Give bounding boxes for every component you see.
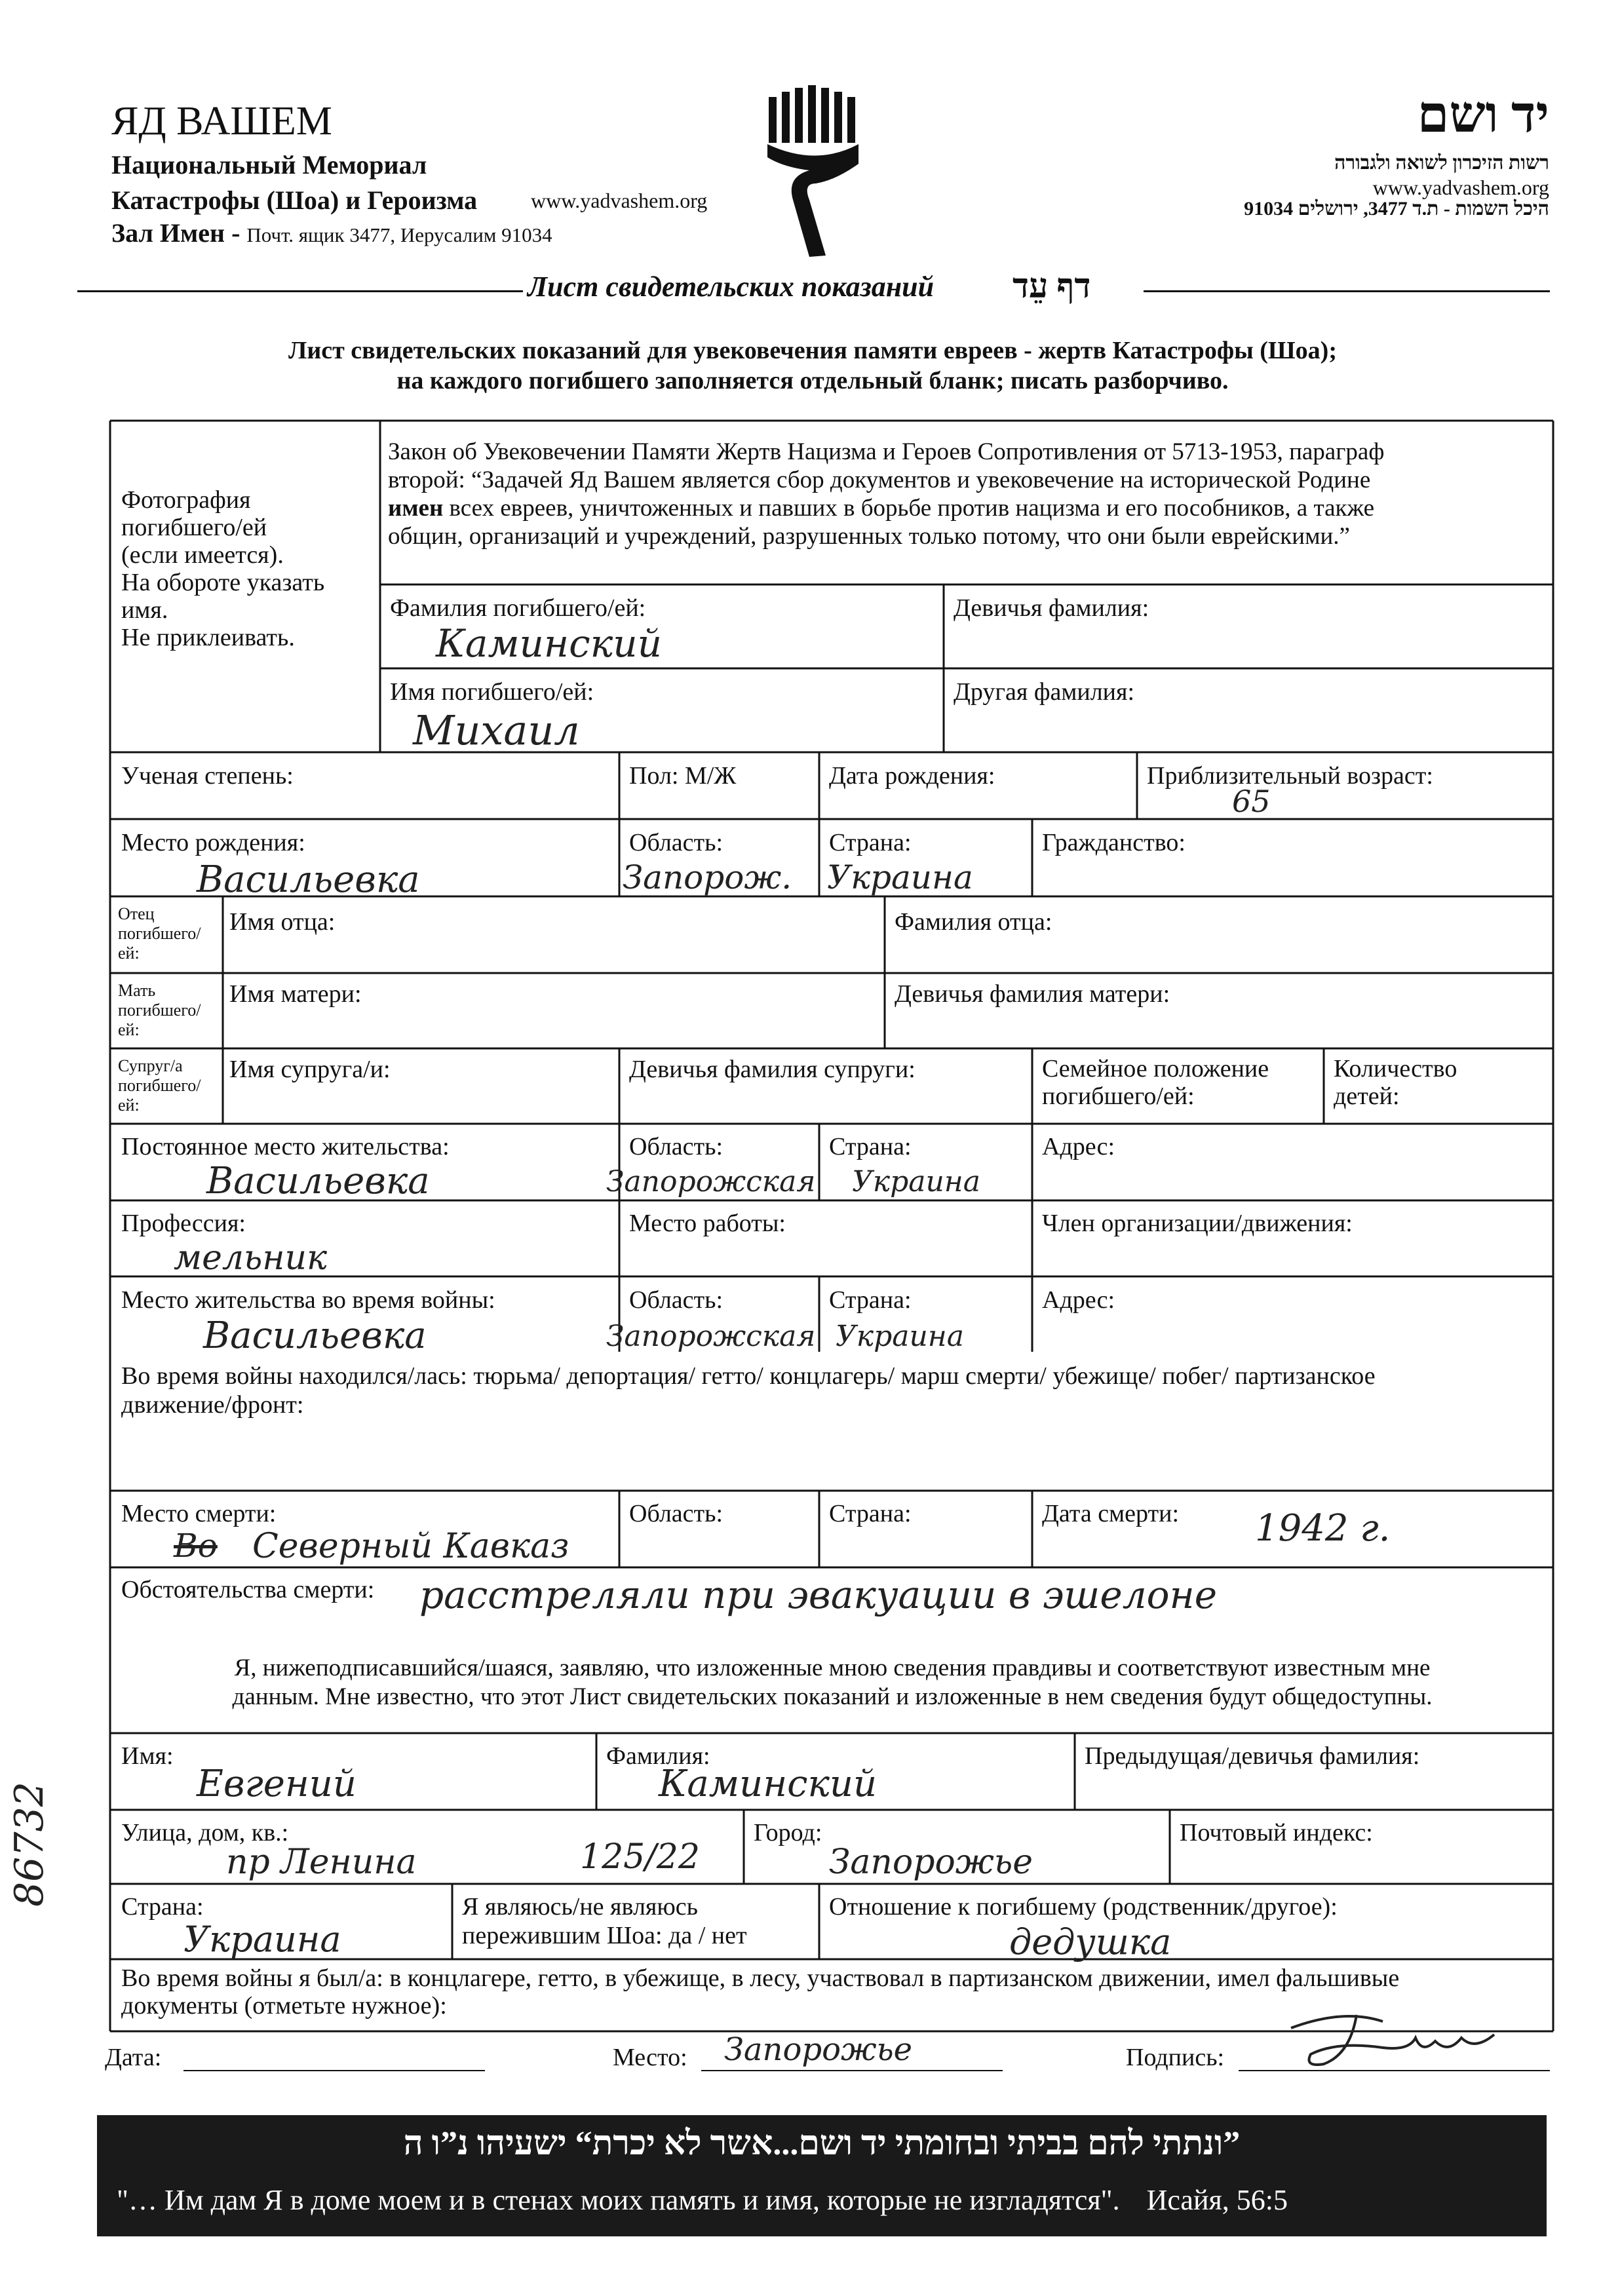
death-country-label: Страна: [829, 1500, 912, 1527]
city-value[interactable]: Запорожье [829, 1843, 1033, 1882]
submitter-surname-label: Фамилия: [606, 1742, 710, 1770]
residence-label: Постоянное место жительства: [121, 1133, 450, 1160]
death-date-value[interactable]: 1942 г. [1255, 1507, 1391, 1550]
profession-label: Профессия: [121, 1210, 246, 1237]
intro-line1: Лист свидетельских показаний для увековечения памяти евреев - жертв Катастрофы (Шоа); [288, 337, 1337, 364]
death-place-struck: Во [174, 1527, 218, 1565]
photo-line2: погибшего/ей [121, 514, 267, 541]
war-residence-value[interactable]: Васильевка [203, 1314, 427, 1357]
birth-country-label: Страна: [829, 829, 912, 856]
birthplace-label: Место рождения: [121, 829, 305, 856]
submitter-country-value[interactable]: Украина [183, 1919, 341, 1960]
victim-other-surname-label: Другая фамилия: [954, 678, 1135, 706]
mother-maiden-label: Девичья фамилия матери: [895, 980, 1170, 1008]
postal-label: Почтовый индекс: [1180, 1819, 1373, 1846]
family-status-line1: Семейное положение [1042, 1055, 1269, 1082]
residence-region-value[interactable]: Запорожская [606, 1165, 816, 1198]
submitter-surname-value[interactable]: Каминский [659, 1763, 878, 1805]
place-label: Место: [613, 2044, 687, 2071]
death-place-value[interactable]: Северный Кавказ [252, 1527, 569, 1566]
banner-russian: "… Им дам Я в доме моем и в стенах моих память и имя, которые не изгладятся". [117, 2184, 1120, 2216]
father-name-label: Имя отца: [229, 908, 336, 936]
birth-country-value[interactable]: Украина [827, 858, 973, 896]
submitter-country-label: Страна: [121, 1893, 204, 1921]
margin-number: 86732 [7, 1782, 52, 1907]
form-title-ru: Лист свидетельских показаний [528, 271, 935, 303]
citizenship-label: Гражданство: [1042, 829, 1186, 856]
death-date-label: Дата смерти: [1042, 1500, 1180, 1527]
form-title-he: דף עֵד [1013, 268, 1091, 305]
photo-line5: имя. [121, 596, 168, 624]
survivor-line1: Я являюсь/не являюсь [462, 1893, 698, 1921]
children-label [1334, 1055, 1457, 1110]
war-region-value[interactable]: Запорожская [606, 1320, 816, 1353]
photo-box [121, 486, 324, 651]
war-country-label: Страна: [829, 1286, 912, 1314]
law-line1: Закон об Увековечении Памяти Жертв Нацизма и Героев Сопротивления от 5713-1953, параграф [388, 438, 1385, 465]
war-residence-label: Место жительства во время войны: [121, 1286, 495, 1314]
street-value[interactable]: пр Ленина [226, 1843, 417, 1882]
children-line2: детей: [1334, 1082, 1400, 1110]
age-label: Приблизительный возраст: [1147, 762, 1433, 790]
org-line1: Национальный Мемориал [111, 150, 427, 180]
mother-name-label: Имя матери: [229, 980, 362, 1008]
victim-surname-value[interactable]: Каминский [436, 621, 662, 666]
residence-country-value[interactable]: Украина [852, 1165, 981, 1198]
spouse-side-label: Супруг/а погибшего/ ей: [118, 1056, 201, 1115]
he-line1: רשות הזיכרון לשואה ולגבורה [1334, 152, 1549, 174]
residence-country-label: Страна: [829, 1133, 912, 1160]
death-region-label: Область: [629, 1500, 723, 1527]
signature-mark-icon [1284, 2002, 1501, 2074]
law-line3: всех евреев, уничтоженных и павших в борьбе против нацизма и его пособников, а также [443, 495, 1374, 522]
birth-region-value[interactable]: Запорож. [623, 858, 792, 896]
degree-label: Ученая степень: [121, 762, 294, 790]
submitter-name-value[interactable]: Евгений [197, 1763, 357, 1805]
victim-maiden-label: Девичья фамилия: [954, 594, 1149, 622]
place-value[interactable]: Запорожье [724, 2031, 913, 2068]
war-region-label: Область: [629, 1286, 723, 1314]
residence-region-label: Область: [629, 1133, 723, 1160]
photo-line6: Не приклеивать. [121, 624, 295, 651]
father-surname-label: Фамилия отца: [895, 908, 1052, 936]
wartime-line1: Во время войны находился/лась: тюрьма/ депортация/ гетто/ концлагерь/ марш смерти/ убежище/ побег/ партизанское [121, 1362, 1376, 1390]
survivor-status[interactable] [462, 1892, 747, 1950]
victim-surname-label: Фамилия погибшего/ей: [390, 594, 646, 622]
residence-address-label: Адрес: [1042, 1133, 1115, 1160]
law-text [388, 438, 1384, 550]
victim-name-value[interactable]: Михаил [413, 706, 580, 754]
hall-label: Зал Имен - [111, 218, 241, 248]
age-value[interactable]: 65 [1232, 784, 1271, 819]
org-line2: Катастрофы (Шоа) и Героизма [111, 185, 478, 215]
children-line1: Количество [1334, 1055, 1457, 1082]
date-label: Дата: [105, 2044, 162, 2071]
banner-reference: Исайя, 56:5 [1146, 2184, 1288, 2216]
profession-value[interactable]: мельник [174, 1238, 328, 1278]
sex-label: Пол: М/Ж [629, 762, 737, 790]
family-status-label [1042, 1055, 1269, 1110]
submitter-name-label: Имя: [121, 1742, 174, 1770]
declaration [111, 1654, 1553, 1712]
law-line3-bold: имен [388, 495, 444, 522]
law-line4: общин, организаций и учреждений, разрушенных только потому, что они были еврейскими.” [388, 523, 1350, 550]
death-circumstances-value[interactable]: расстреляли при эвакуации в эшелоне [419, 1573, 1218, 1617]
banner-hebrew: ”ונתתי להם בביתי ובחומתי יד ושם...אשר לא יכרת“ ישעיהו נ”ו ה [403, 2125, 1241, 2162]
father-side-label: Отец погибшего/ ей: [118, 904, 201, 963]
submitter-wartime-line1: Во время войны я был/а: в концлагере, гетто, в убежище, в лесу, участвовал в партизанском движении, имел фальшивые [121, 1964, 1400, 1992]
website-he: www.yadvashem.org [1372, 176, 1549, 199]
declaration-line1: Я, нижеподписавшийся/шаяся, заявляю, что изложенные мною сведения правдивы и соответствуют известным мне [234, 1655, 1431, 1681]
signature-label: Подпись: [1126, 2044, 1225, 2071]
law-line2: второй: “Задачей Яд Вашем является сбор документов и увековечение на исторической Родине [388, 467, 1371, 493]
website-ru: www.yadvashem.org [531, 189, 708, 212]
victim-name-label: Имя погибшего/ей: [390, 678, 594, 706]
submitter-prev-surname-label: Предыдущая/девичья фамилия: [1085, 1742, 1420, 1770]
death-circumstances-label: Обстоятельства смерти: [121, 1576, 375, 1603]
wartime-line2: движение/фронт: [121, 1391, 304, 1419]
house-value[interactable]: 125/22 [580, 1837, 700, 1877]
war-country-value[interactable]: Украина [836, 1320, 965, 1353]
relation-label: Отношение к погибшему (родственник/другое): [829, 1893, 1338, 1921]
photo-line3: (если имеется). [121, 541, 284, 569]
birth-region-label: Область: [629, 829, 723, 856]
city-label: Город: [754, 1819, 822, 1846]
intro-line2: на каждого погибшего заполняется отдельный бланк; писать разборчиво. [396, 367, 1229, 394]
hall-address: Почт. ящик 3477, Иерусалим 91034 [246, 223, 552, 246]
relation-value[interactable]: дедушка [1009, 1921, 1172, 1962]
footer-banner [97, 2115, 1547, 2236]
residence-value[interactable]: Васильевка [206, 1160, 430, 1202]
death-place-label: Место смерти: [121, 1500, 277, 1527]
membership-label: Член организации/движения: [1042, 1210, 1353, 1237]
workplace-label: Место работы: [629, 1210, 786, 1237]
survivor-line2: пережившим Шоа: да / нет [462, 1922, 747, 1949]
photo-line4: На обороте указать [121, 569, 325, 596]
birthplace-value[interactable]: Васильевка [197, 858, 420, 901]
declaration-line2: данным. Мне известно, что этот Лист свидетельских показаний и изложенные в нем сведения будут общедоступны. [232, 1683, 1433, 1710]
org-name-ru: ЯД ВАШЕМ [111, 99, 332, 144]
photo-line1: Фотография [121, 486, 251, 514]
submitter-wartime-line2: документы (отметьте нужное): [121, 1992, 447, 2019]
war-address-label: Адрес: [1042, 1286, 1115, 1314]
he-line3: היכל השמות - ת.ד 3477, ירושלים 91034 [1244, 198, 1549, 220]
street-label: Улица, дом, кв.: [121, 1819, 289, 1846]
spouse-name-label: Имя супруга/и: [229, 1056, 391, 1083]
mother-side-label: Мать погибшего/ ей: [118, 981, 201, 1039]
org-name-he: יד ושם [1417, 86, 1549, 143]
spouse-maiden-label: Девичья фамилия супруги: [629, 1056, 916, 1083]
dob-label: Дата рождения: [829, 762, 995, 790]
wartime-status [121, 1362, 1376, 1419]
family-status-line2: погибшего/ей: [1042, 1082, 1195, 1110]
submitter-wartime [121, 1964, 1399, 2019]
